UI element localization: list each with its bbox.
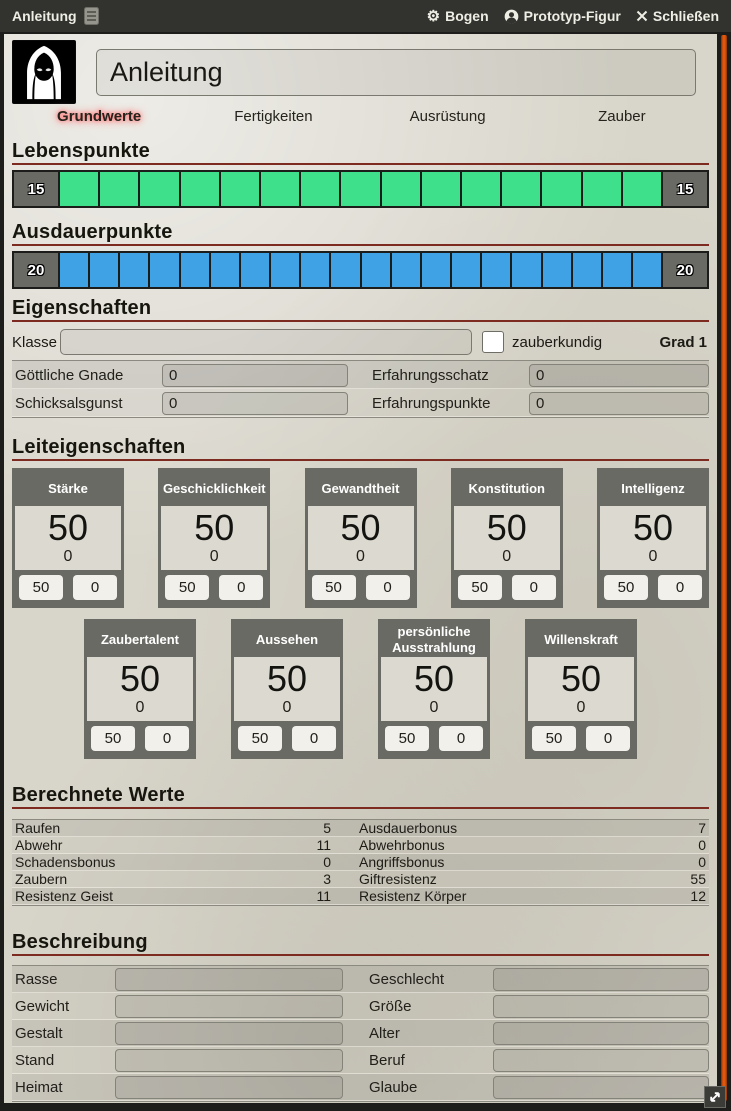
health-segment[interactable] bbox=[100, 172, 140, 206]
calc-value: 5 bbox=[323, 820, 331, 836]
calc-row bbox=[12, 837, 709, 854]
attribute-inputs bbox=[234, 721, 340, 756]
klasse-row bbox=[12, 329, 709, 355]
calculated-values-table bbox=[12, 819, 709, 906]
character-name-input[interactable] bbox=[96, 49, 696, 96]
calc-label: Resistenz Geist bbox=[15, 888, 114, 904]
calc-value: 11 bbox=[316, 888, 331, 904]
attribute-value: 50 bbox=[119, 658, 161, 700]
attribute-roll-header[interactable]: Intelligenz bbox=[600, 471, 706, 506]
field-input[interactable] bbox=[493, 1076, 709, 1099]
attribute-inputs bbox=[454, 570, 560, 605]
attribute-card bbox=[84, 619, 196, 759]
stamina-segment[interactable] bbox=[633, 253, 661, 287]
calc-cell bbox=[15, 888, 331, 905]
attribute-inputs bbox=[161, 570, 267, 605]
attribute-base-input[interactable] bbox=[385, 726, 429, 751]
attribute-base-input[interactable] bbox=[19, 575, 63, 600]
attribute-body bbox=[234, 657, 340, 721]
description-row bbox=[12, 1074, 709, 1101]
attribute-base-input[interactable] bbox=[312, 575, 356, 600]
calc-cell bbox=[15, 871, 331, 888]
calc-row bbox=[12, 854, 709, 871]
field-label: Rasse bbox=[15, 971, 58, 988]
calc-value: 3 bbox=[323, 871, 331, 887]
attribute-card bbox=[305, 468, 417, 608]
calc-cell bbox=[359, 820, 706, 837]
attribute-card bbox=[597, 468, 709, 608]
description-row bbox=[12, 1020, 709, 1047]
attribute-value: 50 bbox=[486, 507, 527, 549]
health-max-value[interactable]: 15 bbox=[661, 172, 707, 206]
sheet-config-button[interactable] bbox=[427, 8, 489, 24]
attribute-body bbox=[161, 506, 267, 570]
field-input[interactable] bbox=[493, 995, 709, 1018]
field-label: Erfahrungsschatz bbox=[372, 366, 489, 384]
calc-cell bbox=[359, 871, 706, 888]
attribute-roll-header[interactable]: persönliche Ausstrahlung bbox=[381, 622, 487, 657]
health-segment[interactable] bbox=[382, 172, 422, 206]
stamina-segment[interactable] bbox=[60, 253, 90, 287]
attribute-inputs bbox=[381, 721, 487, 756]
field-label: Stand bbox=[15, 1052, 55, 1069]
calc-cell bbox=[15, 837, 331, 854]
attribute-row-2 bbox=[12, 619, 709, 759]
stamina-segment[interactable] bbox=[603, 253, 633, 287]
field-input[interactable] bbox=[493, 968, 709, 991]
attribute-mod-input[interactable] bbox=[586, 726, 630, 751]
attribute-base-input[interactable] bbox=[165, 575, 209, 600]
tab-ausruestung[interactable]: Ausrüstung bbox=[409, 108, 486, 125]
calc-label: Abwehr bbox=[15, 837, 63, 853]
calc-label: Schadensbonus bbox=[15, 854, 116, 870]
sheet-header bbox=[12, 40, 709, 104]
attribute-bonus: 0 bbox=[63, 547, 73, 565]
attribute-inputs bbox=[528, 721, 634, 756]
attribute-roll-header[interactable]: Zaubertalent bbox=[87, 622, 193, 657]
attribute-bonus: 0 bbox=[648, 547, 658, 565]
attribute-value: 50 bbox=[413, 658, 455, 700]
calc-cell bbox=[359, 854, 706, 871]
calc-value: 0 bbox=[698, 854, 706, 870]
attribute-base-input[interactable] bbox=[604, 575, 648, 600]
document-link-icon[interactable] bbox=[84, 7, 99, 25]
calc-label: Resistenz Körper bbox=[359, 888, 467, 904]
attribute-value: 50 bbox=[340, 507, 381, 549]
titlebar[interactable] bbox=[0, 0, 731, 32]
field-label: Gestalt bbox=[15, 1025, 63, 1042]
calc-label: Giftresistenz bbox=[359, 871, 437, 887]
health-segment[interactable] bbox=[542, 172, 582, 206]
attribute-body bbox=[15, 506, 121, 570]
close-button[interactable] bbox=[636, 8, 719, 24]
titlebar-controls bbox=[427, 8, 719, 24]
attribute-roll-header[interactable]: Stärke bbox=[15, 471, 121, 506]
close-label: Schließen bbox=[652, 8, 719, 24]
field-input[interactable] bbox=[115, 995, 343, 1018]
health-bar bbox=[12, 170, 709, 208]
attribute-row-1 bbox=[12, 468, 709, 608]
attribute-value: 50 bbox=[47, 507, 89, 549]
health-segment[interactable] bbox=[583, 172, 623, 206]
sheet-content bbox=[4, 34, 717, 1103]
section-title-berechnete-werte: Berechnete Werte bbox=[12, 784, 709, 809]
calc-value: 7 bbox=[698, 820, 706, 836]
field-input[interactable] bbox=[493, 1022, 709, 1045]
stamina-segment[interactable] bbox=[482, 253, 512, 287]
attribute-bonus: 0 bbox=[356, 547, 365, 565]
calc-value: 11 bbox=[316, 837, 331, 853]
field-label: Glaube bbox=[369, 1079, 418, 1096]
field-input[interactable] bbox=[162, 392, 348, 415]
attribute-value: 50 bbox=[194, 507, 235, 549]
zauberkundig-checkbox[interactable] bbox=[482, 331, 504, 353]
field-input[interactable] bbox=[115, 1049, 343, 1072]
eigenschaften-table bbox=[12, 360, 709, 418]
resize-handle[interactable] bbox=[704, 1086, 726, 1108]
attribute-base-input[interactable] bbox=[532, 726, 576, 751]
attribute-body bbox=[308, 506, 414, 570]
health-bar-segments bbox=[60, 172, 661, 206]
attribute-bonus: 0 bbox=[135, 698, 145, 716]
prototype-token-button[interactable] bbox=[504, 8, 621, 24]
attribute-bonus: 0 bbox=[209, 547, 219, 565]
health-segment[interactable] bbox=[301, 172, 341, 206]
stamina-segment[interactable] bbox=[150, 253, 180, 287]
attribute-body bbox=[381, 657, 487, 721]
attribute-bonus: 0 bbox=[282, 698, 292, 716]
attribute-roll-header[interactable]: Aussehen bbox=[234, 622, 340, 657]
stamina-segment[interactable] bbox=[120, 253, 150, 287]
stamina-segment[interactable] bbox=[90, 253, 120, 287]
attribute-card bbox=[158, 468, 270, 608]
stamina-bar-segments bbox=[60, 253, 661, 287]
field-input[interactable] bbox=[162, 364, 348, 387]
eigenschaften-row bbox=[12, 361, 709, 389]
window-title-group bbox=[12, 7, 99, 25]
health-segment[interactable] bbox=[261, 172, 301, 206]
attribute-roll-header[interactable]: Konstitution bbox=[454, 471, 560, 506]
field-label: Größe bbox=[369, 998, 412, 1015]
attribute-roll-header[interactable]: Geschicklichkeit bbox=[161, 471, 267, 506]
field-label: Gewicht bbox=[15, 998, 70, 1015]
calc-value: 0 bbox=[323, 854, 331, 870]
calc-value: 55 bbox=[690, 871, 706, 887]
field-label: Heimat bbox=[15, 1079, 63, 1096]
stamina-segment[interactable] bbox=[512, 253, 542, 287]
stamina-segment[interactable] bbox=[422, 253, 452, 287]
tab-zauber[interactable]: Zauber bbox=[598, 108, 646, 125]
stamina-segment[interactable] bbox=[241, 253, 271, 287]
description-row bbox=[12, 966, 709, 993]
health-segment[interactable] bbox=[502, 172, 542, 206]
field-input[interactable] bbox=[115, 968, 343, 991]
stamina-segment[interactable] bbox=[573, 253, 603, 287]
health-current-value[interactable]: 15 bbox=[14, 172, 60, 206]
sheet-config-label: Bogen bbox=[445, 8, 489, 24]
prototype-token-label: Prototyp-Figur bbox=[523, 8, 621, 24]
attribute-body bbox=[454, 506, 560, 570]
calc-cell bbox=[359, 837, 706, 854]
field-label: Alter bbox=[369, 1025, 400, 1042]
attribute-mod-input[interactable] bbox=[512, 575, 556, 600]
stamina-segment[interactable] bbox=[211, 253, 241, 287]
attribute-card bbox=[451, 468, 563, 608]
calc-label: Ausdauerbonus bbox=[359, 820, 458, 836]
tab-bar bbox=[12, 106, 709, 127]
calc-value: 12 bbox=[690, 888, 706, 904]
eigenschaften-row bbox=[12, 389, 709, 417]
attribute-mod-input[interactable] bbox=[145, 726, 189, 751]
attribute-mod-input[interactable] bbox=[219, 575, 263, 600]
health-segment[interactable] bbox=[623, 172, 661, 206]
section-title-eigenschaften: Eigenschaften bbox=[12, 297, 709, 322]
attribute-base-input[interactable] bbox=[458, 575, 502, 600]
calc-label: Angriffsbonus bbox=[359, 854, 445, 870]
health-segment[interactable] bbox=[422, 172, 462, 206]
attribute-bonus: 0 bbox=[429, 698, 439, 716]
attribute-roll-header[interactable]: Gewandtheit bbox=[308, 471, 414, 506]
health-segment[interactable] bbox=[341, 172, 381, 206]
description-row bbox=[12, 1047, 709, 1074]
health-segment[interactable] bbox=[462, 172, 502, 206]
calc-cell bbox=[359, 888, 706, 905]
attribute-base-input[interactable] bbox=[238, 726, 282, 751]
field-label: Erfahrungspunkte bbox=[372, 394, 491, 412]
attribute-card bbox=[378, 619, 490, 759]
stamina-bar bbox=[12, 251, 709, 289]
stamina-segment[interactable] bbox=[543, 253, 573, 287]
attribute-inputs bbox=[600, 570, 706, 605]
grad-value: Grad 1 bbox=[659, 333, 707, 351]
section-title-lebenspunkte: Lebenspunkte bbox=[12, 140, 709, 165]
attribute-mod-input[interactable] bbox=[658, 575, 702, 600]
window-frame bbox=[0, 32, 731, 1111]
klasse-label: Klasse bbox=[12, 333, 58, 351]
field-input[interactable] bbox=[115, 1022, 343, 1045]
attribute-inputs bbox=[308, 570, 414, 605]
field-label: Beruf bbox=[369, 1052, 405, 1069]
attribute-body bbox=[600, 506, 706, 570]
resize-arrow-icon bbox=[708, 1090, 722, 1104]
attribute-inputs bbox=[87, 721, 193, 756]
klasse-input[interactable] bbox=[60, 329, 472, 355]
stamina-max-value[interactable]: 20 bbox=[661, 253, 707, 287]
calc-cell bbox=[15, 854, 331, 871]
attribute-card bbox=[12, 468, 124, 608]
close-icon bbox=[636, 10, 648, 22]
calc-row bbox=[12, 820, 709, 837]
attribute-body bbox=[528, 657, 634, 721]
calc-row bbox=[12, 888, 709, 905]
calc-label: Zaubern bbox=[15, 871, 68, 887]
calc-value: 0 bbox=[698, 837, 706, 853]
field-label: Geschlecht bbox=[369, 971, 445, 988]
attribute-value: 50 bbox=[560, 658, 602, 700]
calc-cell bbox=[15, 820, 331, 837]
gear-icon: ⚙ bbox=[426, 7, 441, 25]
stamina-segment[interactable] bbox=[181, 253, 211, 287]
character-portrait[interactable] bbox=[12, 40, 76, 104]
stamina-current-value[interactable]: 20 bbox=[14, 253, 60, 287]
stamina-segment[interactable] bbox=[392, 253, 422, 287]
calc-label: Abwehrbonus bbox=[359, 837, 445, 853]
health-segment[interactable] bbox=[140, 172, 180, 206]
attribute-body bbox=[87, 657, 193, 721]
zauberkundig-label: zauberkundig bbox=[512, 333, 603, 351]
attribute-mod-input[interactable] bbox=[439, 726, 483, 751]
attribute-mod-input[interactable] bbox=[366, 575, 410, 600]
stamina-segment[interactable] bbox=[301, 253, 331, 287]
attribute-inputs bbox=[15, 570, 121, 605]
attribute-mod-input[interactable] bbox=[73, 575, 117, 600]
attribute-base-input[interactable] bbox=[91, 726, 135, 751]
attribute-card bbox=[231, 619, 343, 759]
stamina-segment[interactable] bbox=[331, 253, 361, 287]
field-input[interactable] bbox=[529, 364, 709, 387]
field-label: Schicksalsgunst bbox=[15, 394, 123, 412]
calc-label: Raufen bbox=[15, 820, 61, 836]
tab-fertigkeiten[interactable]: Fertigkeiten bbox=[234, 108, 313, 125]
attribute-mod-input[interactable] bbox=[292, 726, 336, 751]
stamina-segment[interactable] bbox=[362, 253, 392, 287]
field-input[interactable] bbox=[115, 1076, 343, 1099]
user-circle-icon bbox=[504, 9, 519, 24]
section-title-ausdauerpunkte: Ausdauerpunkte bbox=[12, 221, 709, 246]
attribute-value: 50 bbox=[632, 507, 674, 549]
vertical-scrollbar[interactable] bbox=[721, 35, 727, 1101]
attribute-value: 50 bbox=[266, 658, 308, 700]
attribute-bonus: 0 bbox=[502, 547, 512, 565]
health-segment[interactable] bbox=[221, 172, 261, 206]
description-table bbox=[12, 965, 709, 1102]
section-title-leiteigenschaften: Leiteigenschaften bbox=[12, 436, 709, 461]
stamina-segment[interactable] bbox=[452, 253, 482, 287]
section-title-beschreibung: Beschreibung bbox=[12, 931, 709, 956]
attribute-bonus: 0 bbox=[576, 698, 586, 716]
field-input[interactable] bbox=[493, 1049, 709, 1072]
health-segment[interactable] bbox=[60, 172, 100, 206]
window-title: Anleitung bbox=[12, 8, 77, 24]
stamina-segment[interactable] bbox=[271, 253, 301, 287]
field-label: Göttliche Gnade bbox=[15, 366, 124, 384]
tab-grundwerte[interactable]: Grundwerte bbox=[57, 108, 142, 125]
calc-row bbox=[12, 871, 709, 888]
attribute-roll-header[interactable]: Willenskraft bbox=[528, 622, 634, 657]
health-segment[interactable] bbox=[181, 172, 221, 206]
description-row bbox=[12, 993, 709, 1020]
field-input[interactable] bbox=[529, 392, 709, 415]
attribute-card bbox=[525, 619, 637, 759]
